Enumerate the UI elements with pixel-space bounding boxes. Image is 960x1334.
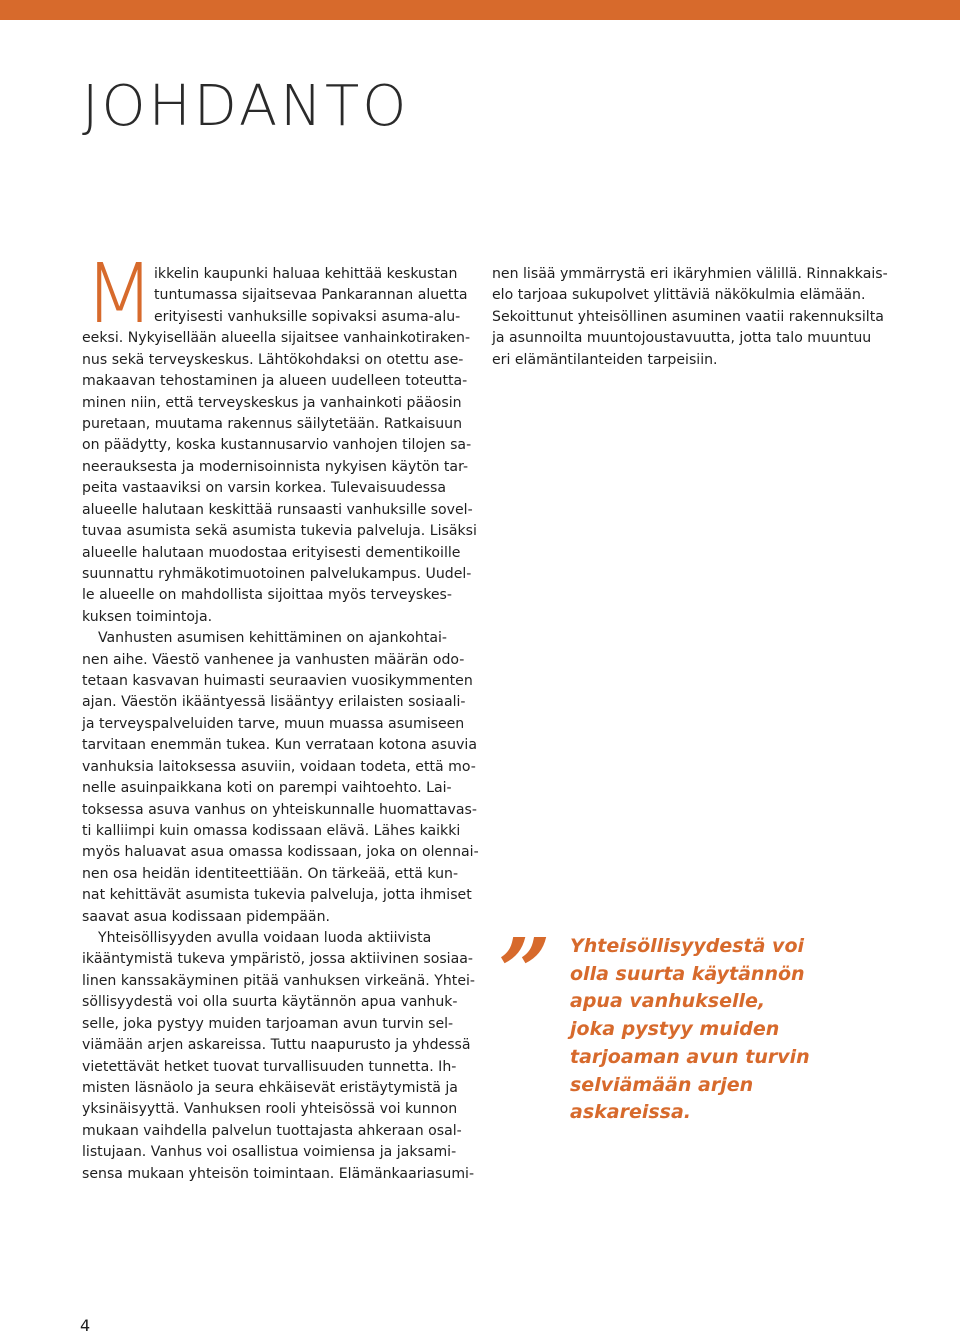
pull-quote-line: joka pystyy muiden (570, 1018, 780, 1041)
body-text-line: nen aihe. Väestö vanhenee ja vanhusten määrän odo- (82, 651, 465, 668)
drop-cap: M (84, 247, 155, 342)
body-text-line: myös haluavat asua omassa kodissaan, joka on olennai- (82, 844, 479, 861)
body-text-line: neerauksesta ja modernisoinnista nykyisen käytön tar- (82, 458, 469, 475)
pull-quote-line: selviämään arjen (570, 1073, 754, 1096)
pull-quote-line: olla suurta käytännön (570, 962, 805, 985)
body-text-line: söllisyydestä voi olla suurta käytännön apua vanhuk- (82, 994, 458, 1011)
body-text-line: on päädytty, koska kustannusarvio vanhojen tilojen sa- (82, 437, 472, 454)
body-text-line: nen osa heidän identiteettiään. On tärkeää, että kun- (82, 865, 459, 882)
pull-quote-line: apua vanhukselle, (570, 990, 766, 1013)
body-text-line: elo tarjoaa sukupolvet ylittäviä näkökulmia elämään. (492, 287, 866, 304)
body-text-line: tarvitaan enemmän tukea. Kun verrataan kotona asuvia (82, 737, 477, 754)
body-text-line: alueelle halutaan keskittää runsaasti vanhuksille sovel- (82, 501, 473, 518)
body-text-line: nelle asuinpaikkana koti on parempi vaihtoehto. Lai- (82, 780, 452, 797)
body-text-line: linen kanssakäyminen pitää vanhuksen virkeänä. Yhtei- (82, 972, 475, 989)
body-text-line: nen lisää ymmärrystä eri ikäryhmien välillä. Rinnakkais- (492, 266, 888, 282)
body-text-line: kuksen toimintoja. (82, 608, 213, 625)
body-text-line: yksinäisyyttä. Vanhuksen rooli yhteisössä voi kunnon (82, 1101, 458, 1118)
body-text-line: ja terveyspalveluiden tarve, muun muassa asumiseen (82, 715, 465, 732)
body-text-line: toksessa asuva vanhus on yhteiskunnalle huomattavas- (82, 801, 477, 818)
body-text-line: minen niin, että terveyskeskus ja vanhainkoti pääosin (82, 394, 462, 411)
body-text-line: alueelle halutaan muodostaa erityisesti dementikoille (82, 544, 461, 561)
body-text-line: peita vastaaviksi on varsin korkea. Tulevaisuudessa (82, 480, 446, 497)
page-number: 4 (80, 1316, 91, 1334)
pull-quote-line: askareissa. (570, 1101, 692, 1124)
body-text-line: ti kalliimpi kuin omassa kodissaan elävä. Lähes kaikki (82, 822, 461, 839)
body-text-line: tuvaa asumista sekä asumista tukevia palveluja. Lisäksi (82, 523, 477, 539)
body-text-line: ajan. Väestön ikääntyessä lisääntyy erilaisten sosiaali- (82, 694, 466, 711)
body-text-line: sensa mukaan yhteisön toimintaan. Elämänkaariasumi- (82, 1165, 475, 1182)
body-text-line: suunnattu ryhmäkotimuotoinen palvelukampus. Uudel- (82, 565, 472, 582)
body-text-line: eeksi. Nykyisellään alueella sijaitsee vanhainkotiraken- (82, 330, 471, 347)
body-text-line: mukaan vaihdella palvelun tuottajasta ahkeraan osal- (82, 1122, 462, 1139)
body-text-line: tetaan kasvavan huimasti seuraavien vuosikymmenten (82, 673, 473, 689)
body-text-line: selle, joka pystyy muiden tarjoaman avun turvin sel- (82, 1015, 454, 1032)
body-text-line: misten läsnäolo ja seura ehkäisevät eristäytymistä ja (82, 1080, 458, 1096)
pull-quote-line: Yhteisöllisyydestä voi (570, 935, 805, 957)
body-text-line: nus sekä terveyskeskus. Lähtökohdaksi on otettu ase- (82, 351, 464, 368)
body-text-line: vanhuksia laitoksessa asuviin, voidaan todeta, että mo- (82, 758, 476, 775)
body-text-line: ja asunnoilta muuntojoustavuutta, jotta talo muuntuu (492, 330, 872, 347)
body-text-line: ikääntymistä tukeva ympäristö, jossa aktiivinen sosiaa- (82, 951, 473, 968)
pull-quote-line: tarjoaman avun turvin (570, 1045, 810, 1068)
body-text-line: tuntumassa sijaitsevaa Pankarannan aluetta (154, 287, 468, 304)
body-text-line: vietettävät hetket tuovat turvallisuuden tunnetta. Ih- (82, 1058, 457, 1075)
body-text-line: makaavan tehostaminen ja alueen uudelleen toteutta- (82, 373, 468, 390)
body-text-line: le alueelle on mahdollista sijoittaa myös terveyskes- (82, 587, 452, 604)
body-text-line: eri elämäntilanteiden tarpeisiin. (492, 351, 718, 368)
body-text-line: nat kehittävät asumista tukevia palveluja, jotta ihmiset (82, 887, 472, 904)
top-accent-bar (0, 0, 960, 20)
body-text-line: puretaan, muutama rakennus säilytetään. Ratkaisuun (82, 415, 463, 432)
body-text-line: Vanhusten asumisen kehittäminen on ajankohtai- (98, 630, 447, 647)
body-text-line: erityisesti vanhuksille sopivaksi asuma-alu- (154, 308, 461, 325)
body-text-line: Sekoittunut yhteisöllinen asuminen vaatii rakennuksilta (492, 308, 884, 325)
body-text-line: saavat asua kodissaan pidempään. (82, 908, 330, 925)
quote-mark-icon: ” (498, 918, 541, 1026)
body-text-line: ikkelin kaupunki haluaa kehittää keskustan (154, 266, 458, 282)
body-text-line: listujaan. Vanhus voi osallistua voimiensa ja jaksami- (82, 1144, 457, 1161)
body-text-line: viämään arjen askareissa. Tuttu naapurusto ja yhdessä (82, 1037, 471, 1054)
page-title: JOHDANTO (82, 74, 410, 139)
body-text-line: Yhteisöllisyyden avulla voidaan luoda aktiivista (98, 930, 432, 946)
